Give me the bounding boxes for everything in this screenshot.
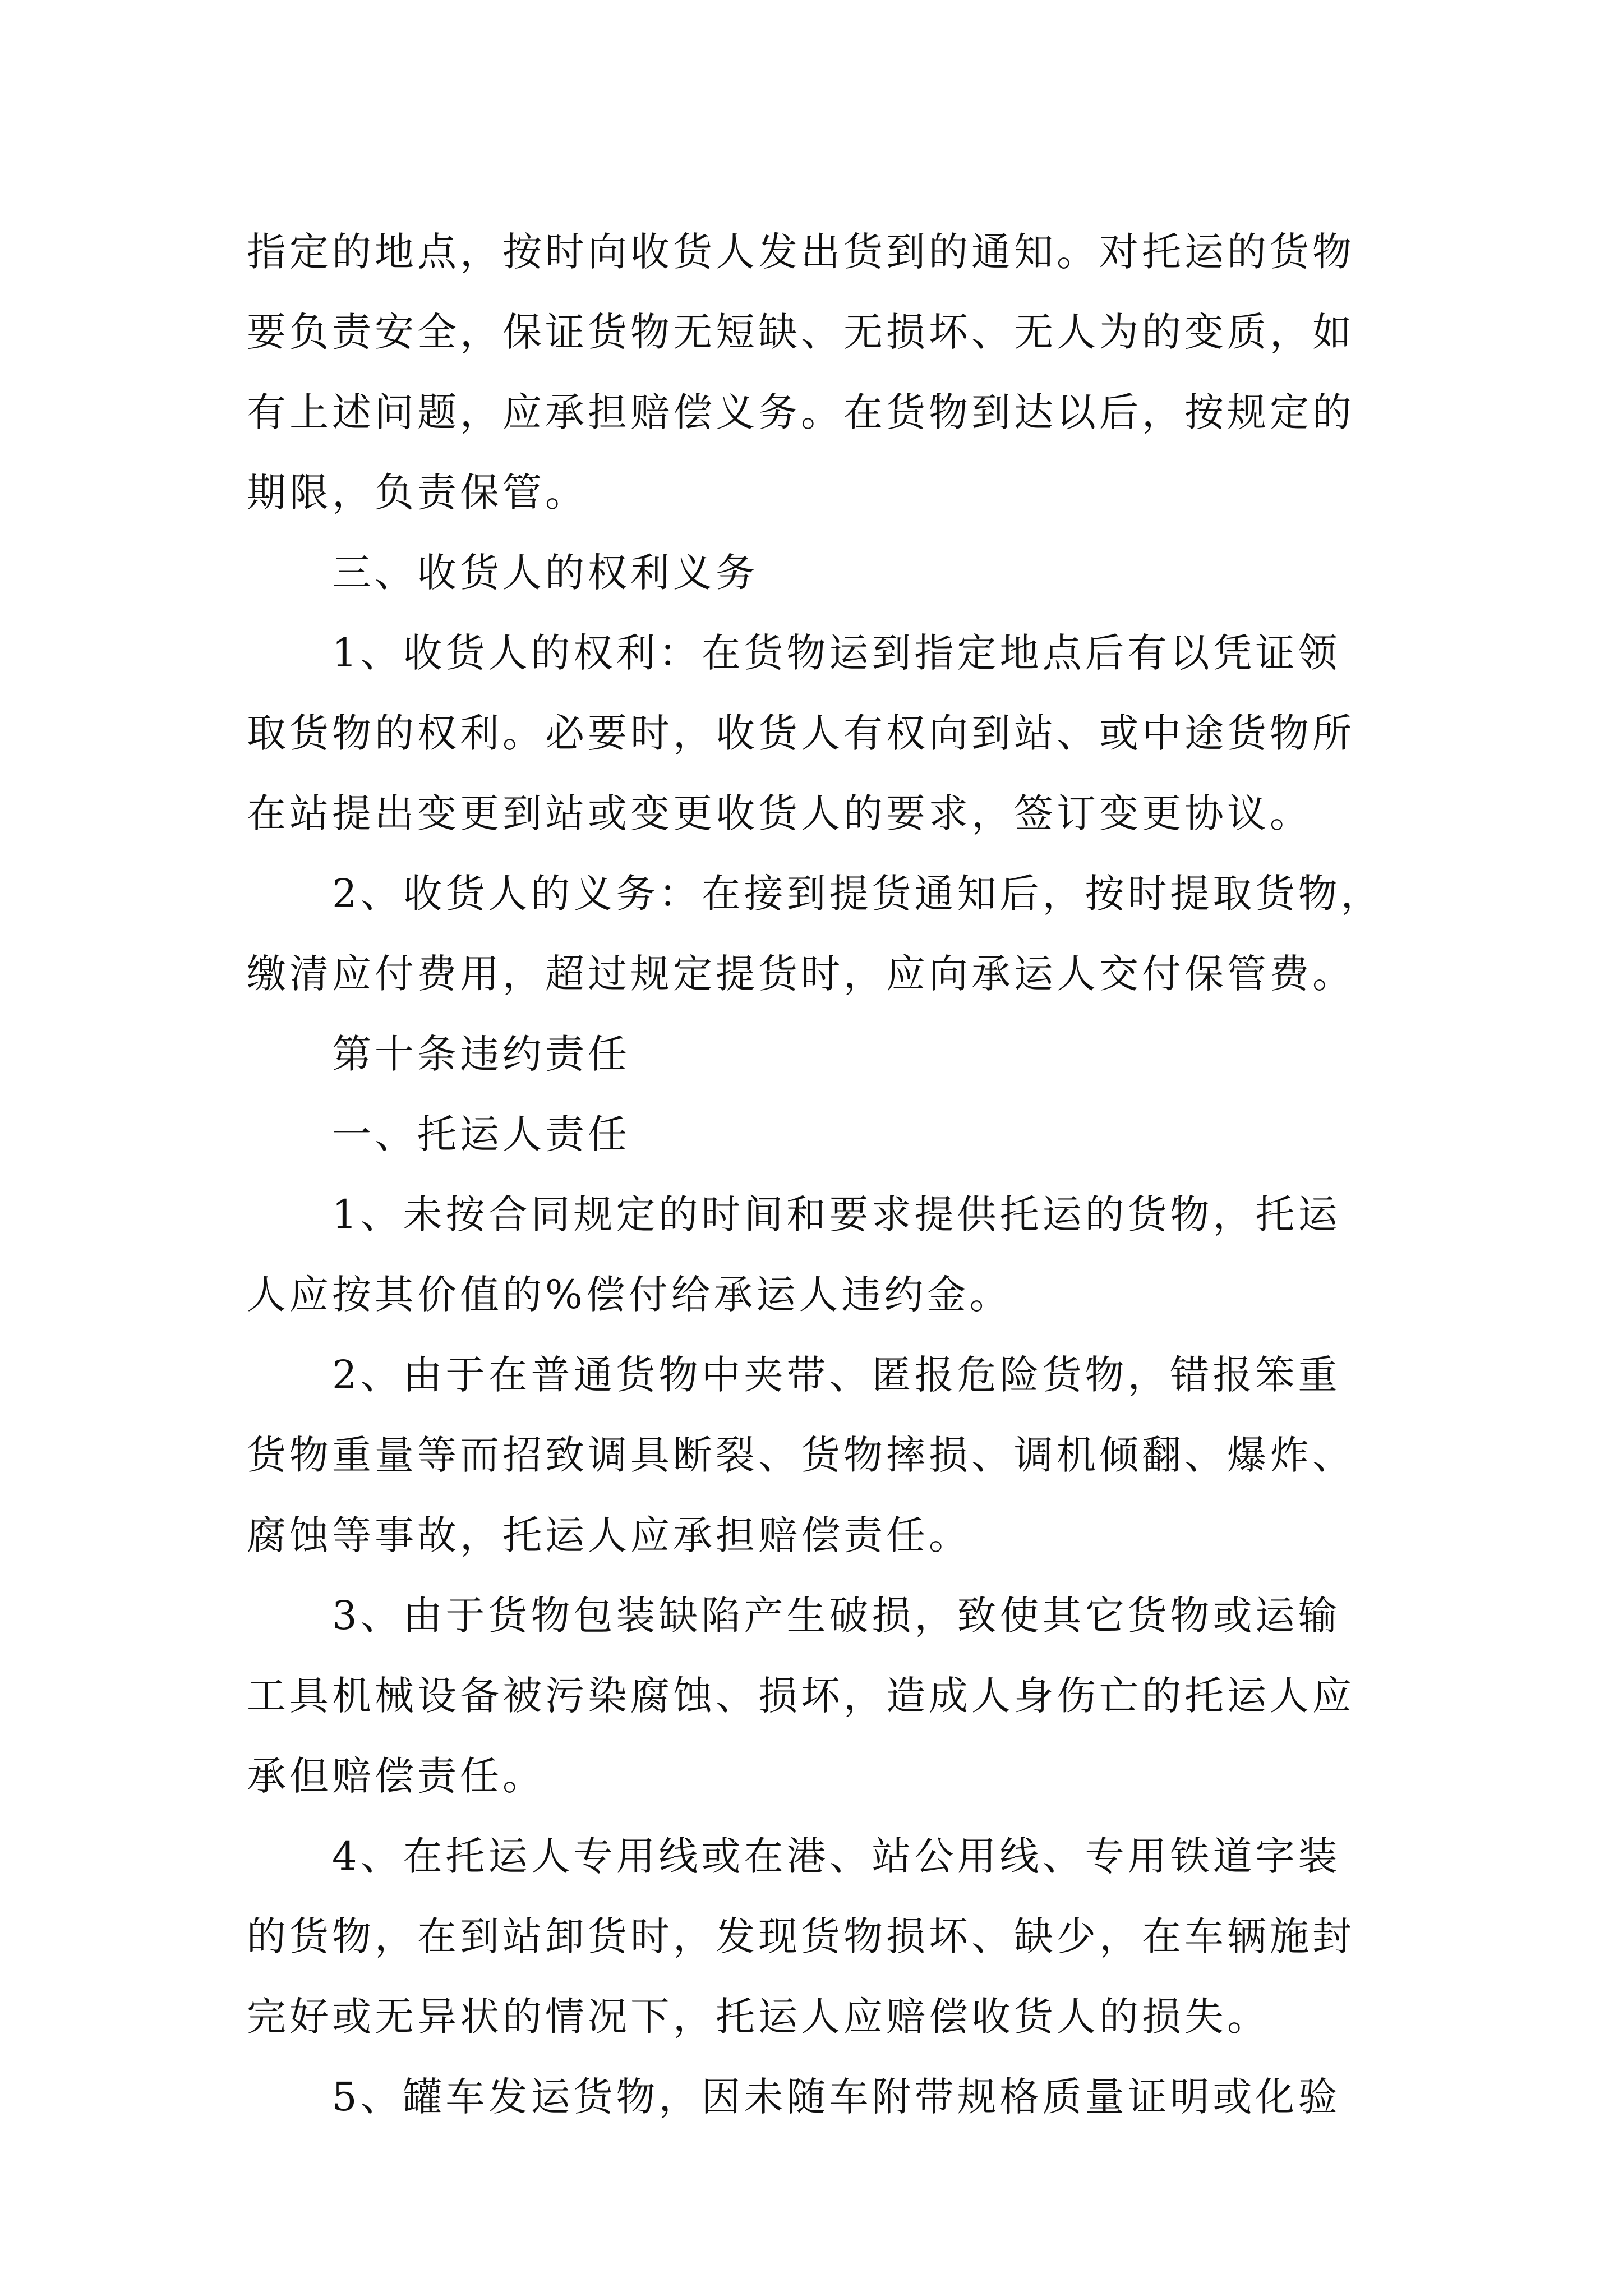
text-line: 2、由于在普通货物中夹带、匿报危险货物，错报笨重: [332, 1352, 1341, 1398]
text-line: 5、罐车发运货物，因未随车附带规格质量证明或化验: [332, 2074, 1341, 2120]
text-line: 期限，负责保管。: [247, 470, 588, 516]
text-line: 2、收货人的义务：在接到提货通知后，按时提取货物，: [332, 871, 1384, 917]
text-line: 有上述问题，应承担赔偿义务。在货物到达以后，按规定的: [247, 389, 1355, 435]
document-body: [247, 212, 1424, 2137]
text-line: 货物重量等而招致调具断裂、货物摔损、调机倾翻、爆炸、: [247, 1432, 1355, 1478]
section-heading: 一、托运人责任: [332, 1111, 630, 1157]
text-line: 腐蚀等事故，托运人应承担赔偿责任。: [247, 1512, 971, 1558]
article-heading: 第十条违约责任: [332, 1031, 630, 1077]
text-line: 要负责安全，保证货物无短缺、无损坏、无人为的变质，如: [247, 309, 1355, 355]
text-line: 人应按其价值的%偿付给承运人违约金。: [247, 1272, 1012, 1318]
text-line: 完好或无异状的情况下，托运人应赔偿收货人的损失。: [247, 1994, 1270, 2040]
text-line: 承但赔偿责任。: [247, 1753, 545, 1799]
text-line: 1、未按合同规定的时间和要求提供托运的货物，托运: [332, 1191, 1341, 1237]
section-heading: 三、收货人的权利义务: [332, 550, 758, 596]
text-line: 取货物的权利。必要时，收货人有权向到站、或中途货物所: [247, 710, 1355, 756]
text-line: 3、由于货物包装缺陷产生破损，致使其它货物或运输: [332, 1593, 1341, 1639]
text-line: 的货物，在到站卸货时，发现货物损坏、缺少，在车辆施封: [247, 1913, 1355, 1959]
text-line: 缴清应付费用，超过规定提货时，应向承运人交付保管费。: [247, 951, 1355, 997]
text-line: 在站提出变更到站或变更收货人的要求，签订变更协议。: [247, 790, 1312, 836]
text-line: 指定的地点，按时向收货人发出货到的通知。对托运的货物: [247, 229, 1355, 275]
text-line: 4、在托运人专用线或在港、站公用线、专用铁道字装: [332, 1833, 1341, 1879]
text-line: 工具机械设备被污染腐蚀、损坏，造成人身伤亡的托运人应: [247, 1673, 1355, 1719]
text-line: 1、收货人的权利：在货物运到指定地点后有以凭证领: [332, 630, 1341, 676]
